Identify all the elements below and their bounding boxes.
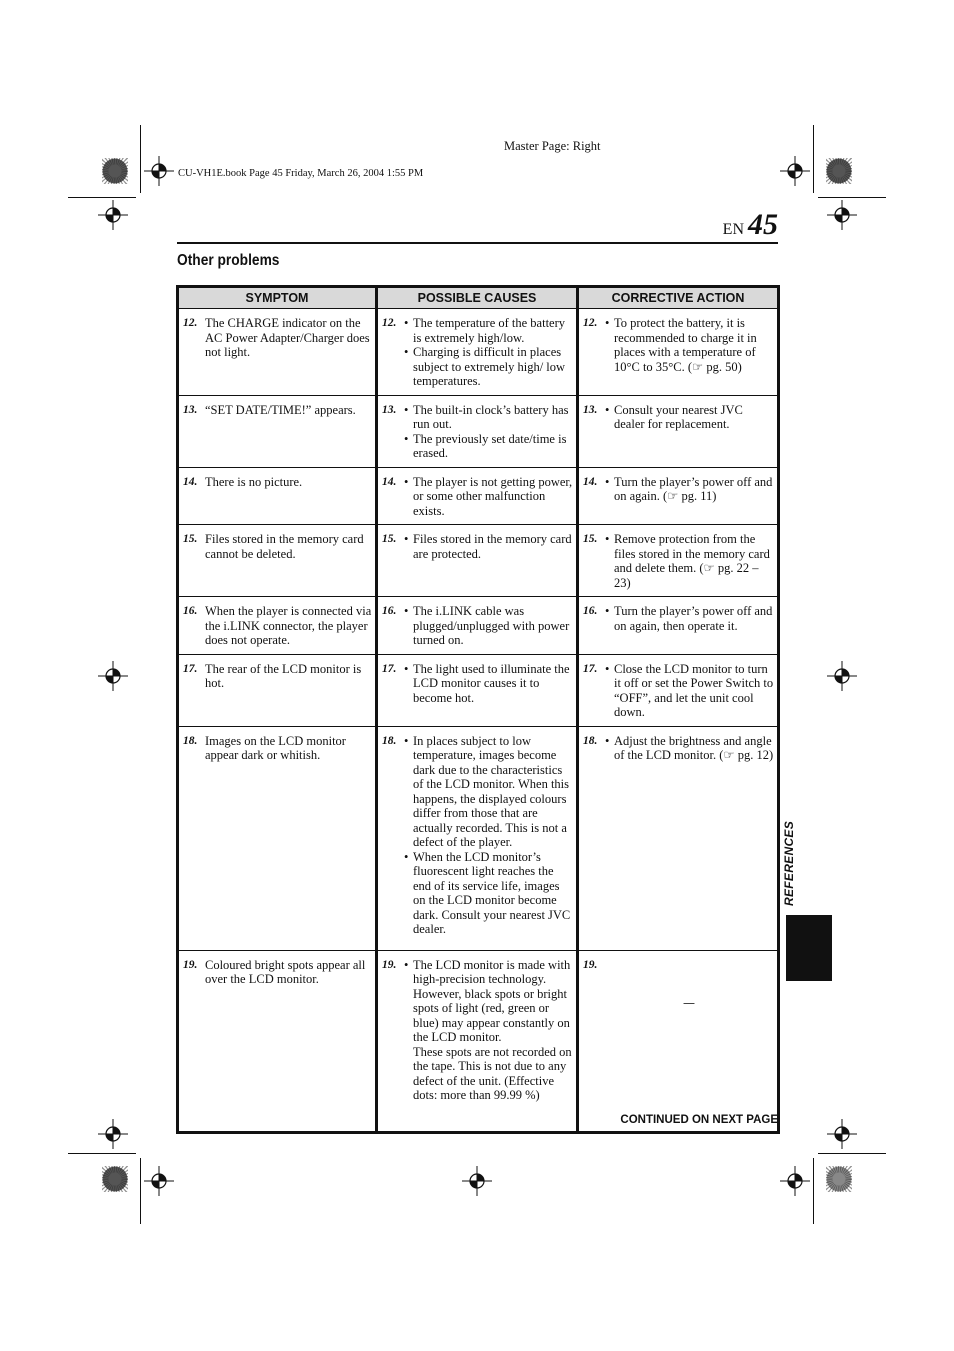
symptom-text: There is no picture.: [205, 474, 303, 489]
registration-target-icon: [462, 1166, 492, 1196]
causes-cell: [377, 395, 578, 467]
symptom-text: Coloured bright spots appear all over the LCD monitor.: [205, 957, 366, 986]
registration-target-icon: [144, 1166, 174, 1196]
row-number: 13.: [583, 403, 598, 416]
table-row: [178, 395, 779, 467]
action-cell: [578, 654, 779, 726]
cause-text: Files stored in the memory card are protected.: [413, 532, 572, 561]
row-number: 14.: [583, 475, 598, 488]
header-rule: [177, 242, 778, 244]
symptom-text: Files stored in the memory card cannot be deleted.: [205, 532, 364, 561]
cause-text: In places subject to low temperature, images become dark due to the characteristics of the LCD monitor. When this happens, the displayed colours differ from those that are actually recorded. This is not a defect of the player.: [413, 733, 570, 849]
table-row: [178, 467, 779, 525]
cause-text: The LCD monitor is made with high-precision technology. However, black spots or bright spots of light (red, green or blue) may appear constantly on the LCD monitor. These spots are not recorded on the tape. This is not due to any defect of the unit. (Effective dots: more than 99.99 %): [413, 957, 572, 1102]
table-row: [178, 597, 779, 655]
book-info: CU-VH1E.book Page 45 Friday, March 26, 2004 1:55 PM: [178, 168, 424, 179]
action-item: • Remove protection from the files stored in the memory card and delete them. (☞ pg. 22 – 23): [605, 532, 775, 590]
starburst-target-icon: [826, 1166, 852, 1192]
table-row: [178, 309, 779, 396]
row-number: 17.: [583, 662, 598, 675]
column-header: CORRECTIVE ACTION: [578, 287, 779, 309]
symptom-cell: [178, 950, 377, 1132]
registration-target-icon: [827, 661, 857, 691]
table-row: [178, 726, 779, 950]
starburst-target-icon: [102, 158, 128, 184]
side-tab-label: [782, 820, 802, 906]
column-header: POSSIBLE CAUSES: [377, 287, 578, 309]
cause-text: The built-in clock’s battery has run out.: [413, 402, 569, 431]
action-text: Consult your nearest JVC dealer for replacement.: [614, 402, 743, 431]
registration-target-icon: [780, 1166, 810, 1196]
symptom-text: Images on the LCD monitor appear dark or whitish.: [205, 733, 346, 762]
page-number-value: 45: [748, 208, 778, 241]
action-cell: [578, 597, 779, 655]
action-cell: [578, 467, 779, 525]
row-number: 12.: [183, 317, 198, 329]
row-number: 19.: [183, 958, 198, 971]
causes-cell: [377, 467, 578, 525]
dash-mark: —: [683, 996, 695, 1010]
symptom-cell: [178, 467, 377, 525]
cause-item: • The i.LINK cable was plugged/unplugged with power turned on.: [404, 604, 574, 648]
registration-target-icon: [144, 156, 174, 186]
page-number: [723, 208, 778, 242]
continued-note: CONTINUED ON NEXT PAGE: [620, 1114, 778, 1126]
cause-text: The player is not getting power, or some other malfunction exists.: [413, 474, 573, 518]
row-number: 12.: [382, 317, 397, 329]
action-item: • To protect the battery, it is recommended to charge it in places with a temperature of 10°C to 35°C. (☞ pg. 50): [605, 316, 775, 374]
cause-item: • In places subject to low temperature, images become dark due to the characteristics of the LCD monitor. When this happens, the displayed colours differ from those that are actually recorded. This is not a defect of the player.: [404, 734, 574, 850]
table-row: [178, 654, 779, 726]
row-number: 17.: [382, 662, 397, 675]
crop-mark-top-right-h: [818, 197, 886, 198]
registration-target-icon: [98, 661, 128, 691]
action-text: Turn the player’s power off and on again, then operate it.: [614, 604, 773, 633]
cause-item: • The light used to illuminate the LCD monitor causes it to become hot.: [404, 662, 574, 706]
table-row: [178, 950, 779, 1132]
master-page-label: Master Page: Right: [504, 139, 601, 153]
row-number: 19.: [583, 958, 598, 971]
cause-text: The previously set date/time is erased.: [413, 431, 567, 460]
row-number: 15.: [382, 533, 397, 545]
starburst-target-icon: [826, 158, 852, 184]
action-text: To protect the battery, it is recommended to charge it in places with a temperature of 10°C to 35°C. (☞ pg. 50): [614, 316, 757, 374]
symptom-cell: [178, 654, 377, 726]
action-text: Adjust the brightness and angle of the LCD monitor. (☞ pg. 12): [614, 733, 774, 762]
action-text: Turn the player’s power off and on again. (☞ pg. 11): [614, 474, 773, 503]
cause-item: • The temperature of the battery is extremely high/low.: [404, 316, 574, 345]
cause-text: The i.LINK cable was plugged/unplugged with power turned on.: [413, 604, 570, 647]
causes-cell: [377, 726, 578, 950]
crop-mark-bottom-left-h: [68, 1153, 136, 1154]
crop-mark-top-right: [813, 125, 814, 193]
row-number: 18.: [382, 734, 397, 747]
action-item: • Consult your nearest JVC dealer for replacement.: [605, 403, 775, 432]
cause-item: • Files stored in the memory card are protected.: [404, 532, 574, 561]
cause-item: • Charging is difficult in places subject to extremely high/ low temperatures.: [404, 345, 574, 389]
registration-target-icon: [780, 156, 810, 186]
symptom-text: The rear of the LCD monitor is hot.: [205, 661, 362, 690]
symptom-text: When the player is connected via the i.LINK connector, the player does not operate.: [205, 604, 372, 647]
symptom-cell: [178, 597, 377, 655]
section-title: Other problems: [177, 252, 280, 269]
registration-target-icon: [827, 1119, 857, 1149]
crop-mark-top-left-h: [68, 197, 136, 198]
registration-target-icon: [98, 1119, 128, 1149]
row-number: 13.: [183, 403, 198, 416]
table-header-row: [178, 287, 779, 309]
causes-cell: [377, 597, 578, 655]
cause-item: • The player is not getting power, or some other malfunction exists.: [404, 474, 573, 518]
action-cell: [578, 309, 779, 396]
row-number: 18.: [183, 734, 198, 747]
action-cell: [578, 726, 779, 950]
row-number: 16.: [382, 605, 397, 617]
registration-target-icon: [98, 200, 128, 230]
row-number: 17.: [183, 662, 198, 675]
symptom-cell: [178, 525, 377, 597]
crop-mark-bottom-left: [140, 1158, 141, 1224]
cause-text: Charging is difficult in places subject to extremely high/ low temperatures.: [413, 345, 566, 388]
row-number: 14.: [382, 475, 397, 488]
row-number: 18.: [583, 734, 598, 747]
column-header: SYMPTOM: [178, 287, 377, 309]
cause-item: • The built-in clock’s battery has run out.: [404, 403, 574, 432]
crop-mark-bottom-right: [813, 1158, 814, 1224]
crop-mark-top-left: [140, 125, 141, 193]
row-number: 13.: [382, 403, 397, 416]
action-text: Remove protection from the files stored in the memory card and delete them. (☞ pg. 22 – 23): [614, 532, 770, 590]
row-number: 19.: [382, 958, 397, 971]
action-item: • Close the LCD monitor to turn it off or set the Power Switch to “OFF”, and let the unit cool down.: [605, 661, 774, 719]
table-row: [178, 525, 779, 597]
row-number: 16.: [183, 605, 198, 617]
cause-text: The temperature of the battery is extremely high/low.: [413, 316, 566, 345]
row-number: 14.: [183, 475, 198, 488]
causes-cell: [377, 309, 578, 396]
side-tab-text: REFERENCES: [782, 820, 796, 906]
action-item: • Adjust the brightness and angle of the LCD monitor. (☞ pg. 12): [605, 733, 774, 762]
row-number: 12.: [583, 317, 598, 329]
side-tab-block: [786, 915, 832, 981]
action-cell: [578, 950, 779, 1132]
row-number: 15.: [183, 533, 198, 545]
row-number: 15.: [583, 533, 598, 545]
action-cell: [578, 395, 779, 467]
cause-item: • When the LCD monitor’s fluorescent light reaches the end of its service life, images on the LCD monitor become dark. Consult your nearest JVC dealer.: [404, 850, 574, 937]
symptom-cell: [178, 309, 377, 396]
starburst-target-icon: [102, 1166, 128, 1192]
cause-item: • The LCD monitor is made with high-precision technology. However, black spots or bright spots of light (red, green or blue) may appear constantly on the LCD monitor. These spots are not recorded on the tape. This is not due to any defect of the unit. (Effective dots: more than 99.99 %): [404, 958, 574, 1103]
action-text: Close the LCD monitor to turn it off or set the Power Switch to “OFF”, and let the unit cool down.: [614, 661, 774, 719]
causes-cell: [377, 654, 578, 726]
cause-text: When the LCD monitor’s fluorescent light reaches the end of its service life, images on the LCD monitor become dark. Consult your nearest JVC dealer.: [413, 849, 571, 936]
action-item: • Turn the player’s power off and on again, then operate it.: [605, 604, 775, 633]
language-code: EN: [722, 221, 744, 238]
cause-item: • The previously set date/time is erased.: [404, 432, 574, 461]
causes-cell: [377, 525, 578, 597]
registration-target-icon: [827, 200, 857, 230]
action-cell: [578, 525, 779, 597]
symptom-text: “SET DATE/TIME!” appears.: [205, 402, 356, 417]
cause-text: The light used to illuminate the LCD monitor causes it to become hot.: [413, 661, 570, 705]
symptom-text: The CHARGE indicator on the AC Power Adapter/Charger does not light.: [205, 316, 370, 359]
row-number: 16.: [583, 605, 598, 617]
symptom-cell: [178, 726, 377, 950]
symptom-cell: [178, 395, 377, 467]
action-item: • Turn the player’s power off and on again. (☞ pg. 11): [605, 475, 775, 504]
crop-mark-bottom-right-h: [818, 1153, 886, 1154]
causes-cell: [377, 950, 578, 1132]
